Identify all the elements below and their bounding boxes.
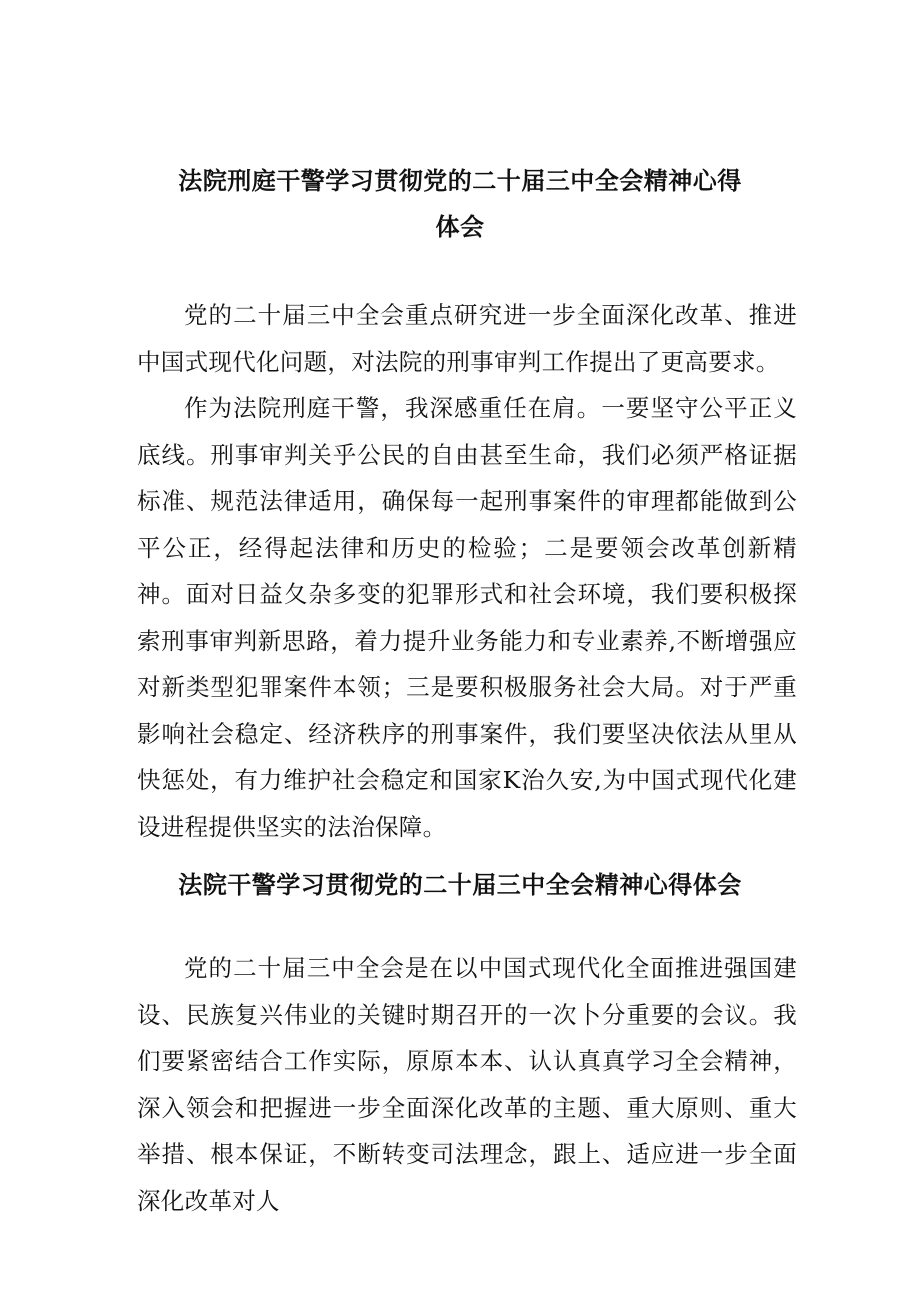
article-1-title-line-2: 体会 <box>435 213 485 241</box>
article-2-paragraph-1: 党的二十届三中全会是在以中国式现代化全面推进强国建设、民族复兴伟业的关键时期召开的一次卜分重要的会议。我们要紧密结合工作实际，原原本本、认认真真学习全会精神，深入领会和把握进一步全面深化改革的主题、重大原则、重大举措、根本保证，不断转变司法理念，跟上、适应进一步全面深化改革对人 <box>137 954 797 1215</box>
article-1-paragraph-2: 作为法院刑庭干警，我深感重任在肩。一要坚守公平正义底线。刑事审判关乎公民的自由甚至生命，我们必须严格证据标准、规范法律适用，确保每一起刑事案件的审理都能做到公平公正，经得起法律和历史的检验；二是要领会改革创新精神。面对日益夂杂多变的犯罪形式和社会环境，我们要积极探索刑事审判新思路，着力提升业务能力和专业素养,不断增强应对新类型犯罪案件本领；三是要积极服务社会大局。对于严重影响社会稳定、经济秩序的刑事案件，我们要坚决依法从里从快惩处，有力维护社会稳定和国家K治久安,为中国式现代化建设进程提供坚实的法治保障。 <box>137 394 797 841</box>
article-2-title: 法院干警学习贯彻党的二十届三中全会精神心得体会 <box>178 871 742 899</box>
article-1-title <box>120 158 800 250</box>
article-1-title-line-1: 法院刑庭干警学习贯彻党的二十届三中全会精神心得 <box>178 167 742 195</box>
article-1-paragraph-1: 党的二十届三中全会重点研究进一步全面深化改革、推进中国式现代化问题，对法院的刑事审判工作提出了更高要求。 <box>137 301 797 376</box>
